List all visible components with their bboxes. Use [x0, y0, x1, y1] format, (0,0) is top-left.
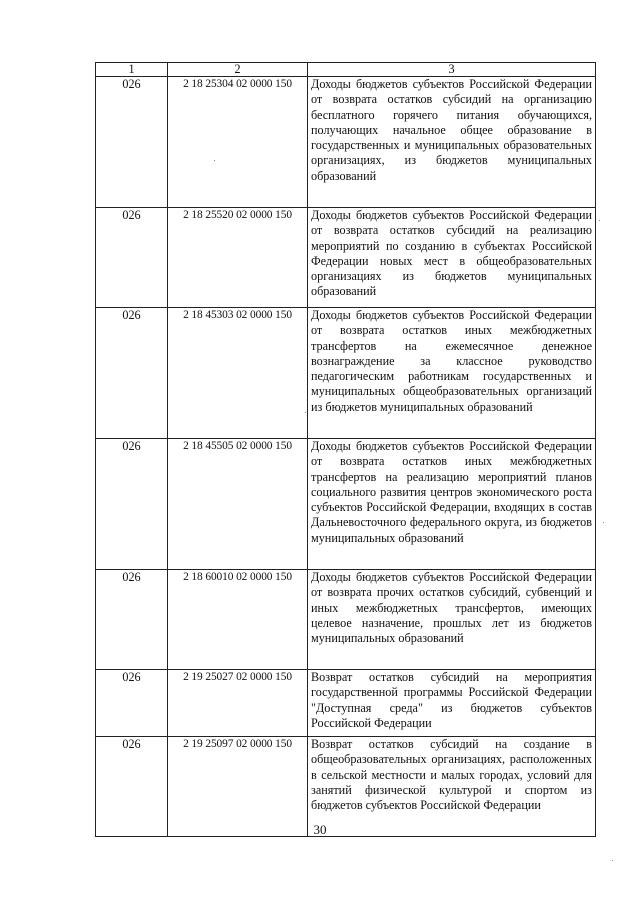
admin-code-cell: 026	[96, 670, 168, 737]
scan-speck	[612, 860, 613, 861]
budget-code-cell: 2 18 45505 02 0000 150	[168, 439, 308, 570]
page-number: 30	[313, 822, 327, 837]
column-header-3: 3	[308, 63, 596, 77]
income-name-cell: Доходы бюджетов субъектов Российской Федерации от возврата прочих остатков субсидий, субвенций и иных межбюджетных трансфертов, имеющих целевое назначение, прошлых лет из бюджетов муниципальных образований	[308, 570, 596, 670]
admin-code-cell: 026	[96, 208, 168, 308]
scan-speck	[599, 220, 600, 221]
budget-code-cell: 2 18 25520 02 0000 150	[168, 208, 308, 308]
admin-code-cell: 026	[96, 737, 168, 837]
budget-code-cell: 2 19 25027 02 0000 150	[168, 670, 308, 737]
income-name-cell: Доходы бюджетов субъектов Российской Федерации от возврата остатков иных межбюджетных трансфертов на реализацию мероприятий планов социального развития центров экономического роста субъектов Российской Федерации, входящих в состав Дальневосточного федерального округа, из бюджетов муниципальных образований	[308, 439, 596, 570]
scan-speck	[214, 160, 215, 161]
table-row	[96, 670, 596, 737]
column-header-2: 2	[168, 63, 308, 77]
budget-code-cell: 2 19 25097 02 0000 150	[168, 737, 308, 837]
income-name-cell: Возврат остатков субсидий на мероприятия государственной программы Российской Федерации "Доступная среда" из бюджетов субъектов Российской Федерации	[308, 670, 596, 737]
income-name-cell: Доходы бюджетов субъектов Российской Федерации от возврата остатков иных межбюджетных трансфертов на ежемесячное денежное вознаграждение за классное руководство педагогическим работникам государственных и муниципальных общеобразовательных организаций из бюджетов муниципальных образований	[308, 308, 596, 439]
income-name-cell: Доходы бюджетов субъектов Российской Федерации от возврата остатков субсидий на реализацию мероприятий по созданию в субъектах Российской Федерации новых мест в общеобразовательных организациях из бюджетов муниципальных образований	[308, 208, 596, 308]
admin-code-cell: 026	[96, 439, 168, 570]
admin-code-cell: 026	[96, 308, 168, 439]
admin-code-cell: 026	[96, 77, 168, 208]
income-name-cell: Доходы бюджетов субъектов Российской Федерации от возврата остатков субсидий на организацию бесплатного горячего питания обучающихся, получающих начальное общее образование в государственных и муниципальных образовательных организациях, из бюджетов муниципальных образований	[308, 77, 596, 208]
table-row	[96, 439, 596, 570]
column-header-1: 1	[96, 63, 168, 77]
budget-code-cell: 2 18 45303 02 0000 150	[168, 308, 308, 439]
scan-speck	[305, 412, 306, 413]
budget-code-cell: 2 18 25304 02 0000 150	[168, 77, 308, 208]
budget-classification-table	[95, 62, 596, 837]
table-row	[96, 208, 596, 308]
table-header-row	[96, 63, 596, 77]
admin-code-cell: 026	[96, 570, 168, 670]
table-row	[96, 308, 596, 439]
table-row	[96, 570, 596, 670]
budget-code-cell: 2 18 60010 02 0000 150	[168, 570, 308, 670]
income-name-cell: Возврат остатков субсидий на создание в общеобразовательных организациях, расположенных в сельской местности и малых городах, условий для занятий физической культурой и спортом из бюджетов субъектов Российской Федерации	[308, 737, 596, 837]
scan-speck	[603, 522, 604, 523]
table-row	[96, 77, 596, 208]
